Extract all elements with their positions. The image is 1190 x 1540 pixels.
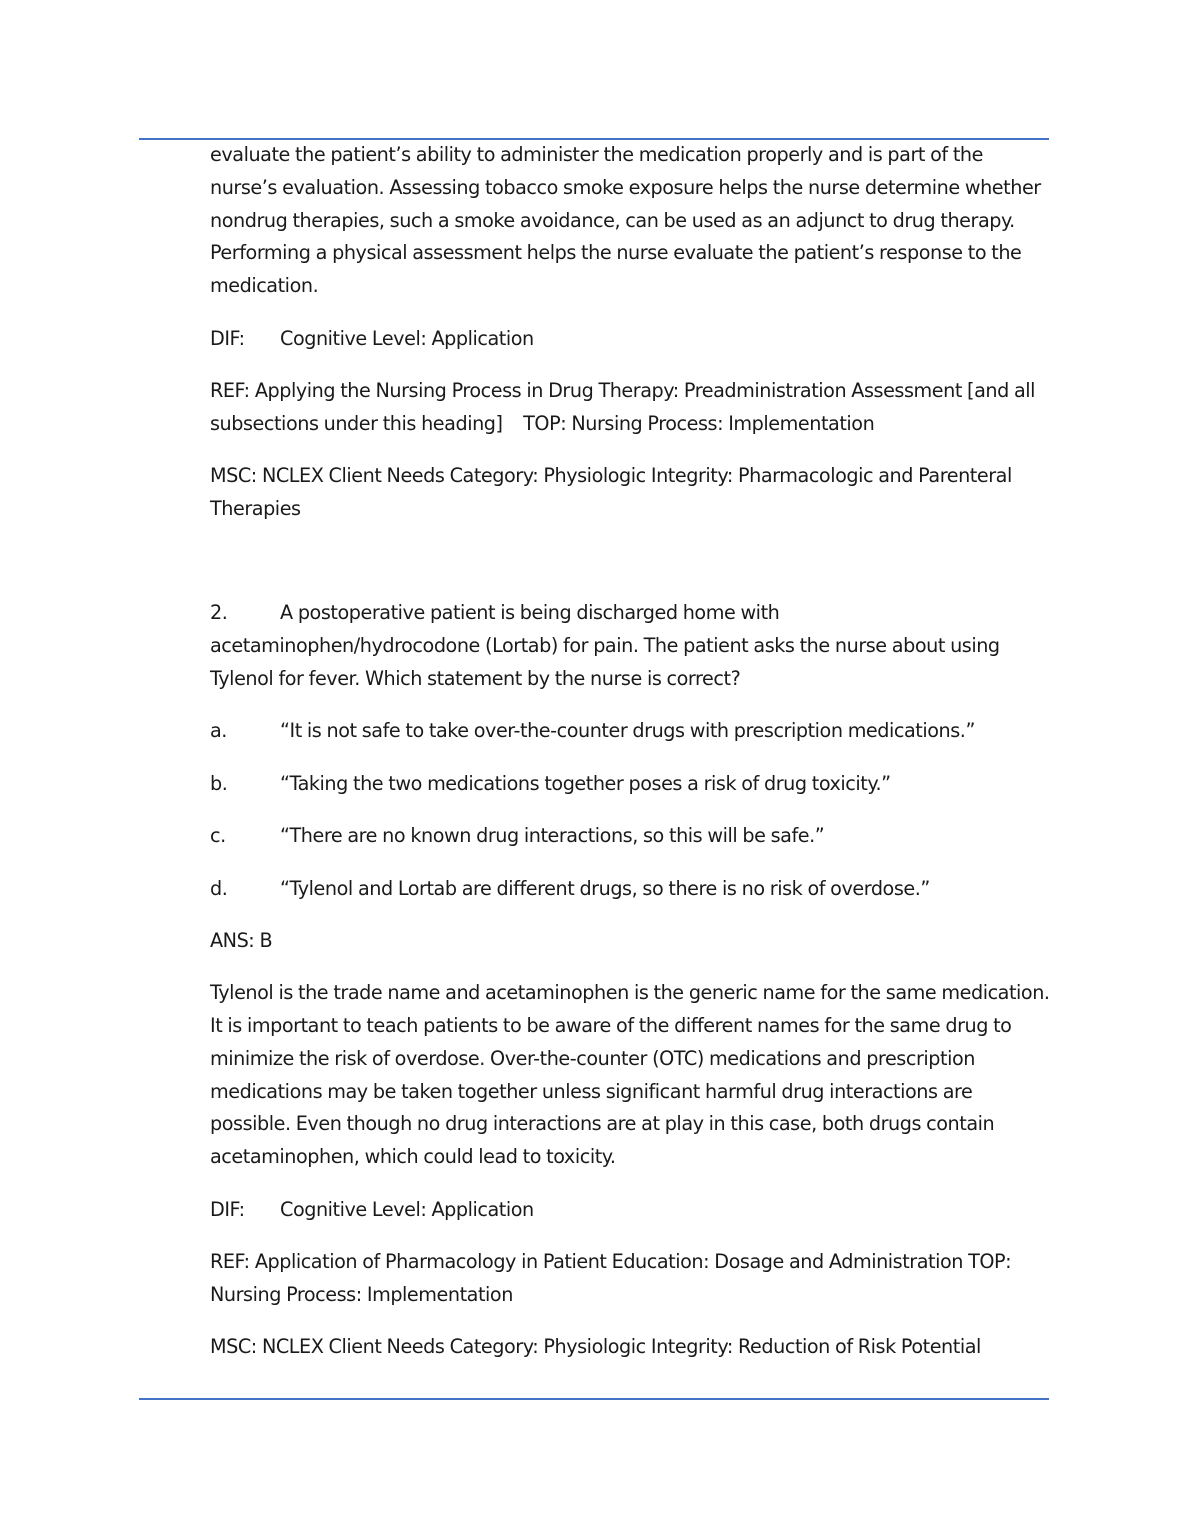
answer-key: ANS: B — [210, 928, 273, 952]
answer-option-a — [210, 715, 1050, 748]
question-stem-rest: acetaminophen/hydrocodone (Lortab) for pain. The patient asks the nurse about using Tylenol for fever. Which statement by the nurse is correct? — [210, 634, 1005, 690]
option-text: “It is not safe to take over-the-counter drugs with prescription medications.” — [280, 719, 975, 743]
option-letter: a. — [210, 719, 227, 743]
difficulty-value: Cognitive Level: Application — [280, 1197, 534, 1221]
question-stem — [210, 597, 1050, 695]
option-text: “Tylenol and Lortab are different drugs, so there is no risk of overdose.” — [280, 876, 930, 900]
previous-difficulty — [210, 323, 1050, 356]
answer-rationale: Tylenol is the trade name and acetaminophen is the generic name for the same medication. It is important to teach patients to be aware of the different names for the same drug to minimize the risk of overdose. Over-the-counter (OTC) medications and prescription medications may be taken together unless significant harmful drug interactions are possible. Even though no drug interactions are at play in this case, both drugs contain acetaminophen, which could lead to toxicity. — [210, 981, 1055, 1169]
answer-option-b — [210, 768, 1050, 801]
option-text: “There are no known drug interactions, so this will be safe.” — [280, 824, 825, 848]
option-letter: c. — [210, 824, 226, 848]
footer-rule — [139, 1398, 1049, 1400]
question-stem-first: A postoperative patient is being discharged home with — [280, 601, 780, 625]
answer-option-d — [210, 873, 1050, 906]
difficulty-label: DIF: — [210, 1197, 245, 1221]
question-number: 2. — [210, 601, 228, 625]
difficulty-value: Cognitive Level: Application — [280, 326, 534, 350]
question-reference: REF: Application of Pharmacology in Patient Education: Dosage and Administration TOP: Nursing Process: Implementation — [210, 1250, 1017, 1306]
previous-rationale: evaluate the patient’s ability to administer the medication properly and is part of the nurse’s evaluation. Assessing tobacco smoke exposure helps the nurse determine whether nondrug therapies, such a smoke avoidance, can be used as an adjunct to drug therapy. Performing a physical assessment helps the nurse evaluate the patient’s response to the medication. — [210, 143, 1046, 298]
question-gap — [210, 545, 1050, 597]
option-letter: d. — [210, 876, 228, 900]
option-letter: b. — [210, 771, 228, 795]
previous-msc: MSC: NCLEX Client Needs Category: Physiologic Integrity: Pharmacologic and Parenteral Therapies — [210, 464, 1017, 520]
page-content — [210, 139, 1055, 1384]
question-difficulty — [210, 1194, 1050, 1227]
difficulty-label: DIF: — [210, 326, 245, 350]
question-msc: MSC: NCLEX Client Needs Category: Physiologic Integrity: Reduction of Risk Potential — [210, 1335, 981, 1359]
option-text: “Taking the two medications together poses a risk of drug toxicity.” — [280, 771, 891, 795]
answer-option-c — [210, 820, 1050, 853]
previous-reference: REF: Applying the Nursing Process in Drug Therapy: Preadministration Assessment [and all subsections under this heading] TOP: Nursing Process: Implementation — [210, 378, 1041, 435]
